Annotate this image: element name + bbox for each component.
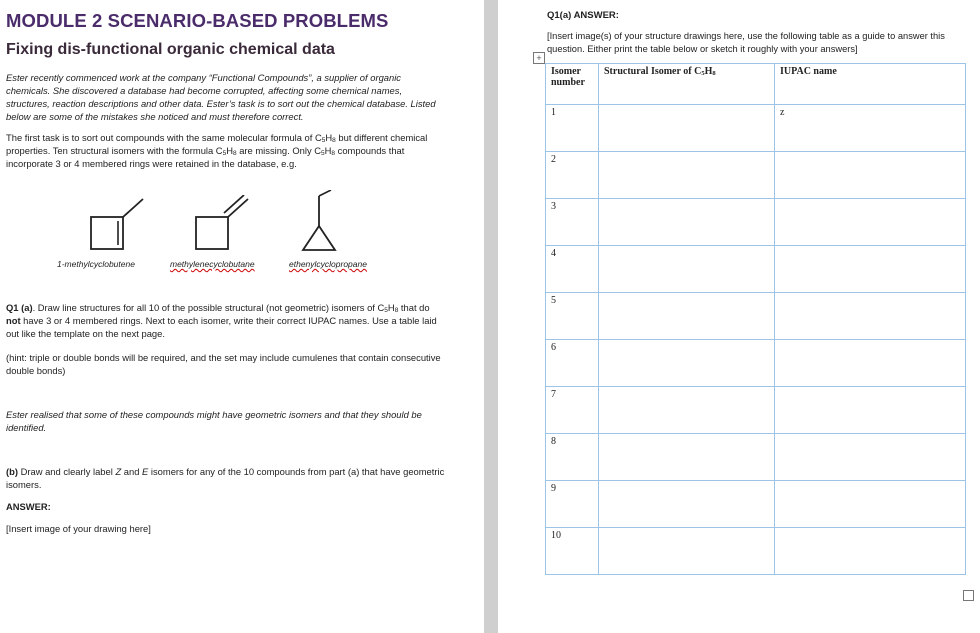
geometric-isomer-note: Ester realised that some of these compounds might have geometric isomers and that they should be identified. [6,409,422,433]
structure-cell[interactable] [599,528,775,575]
header-isomer-number[interactable]: Isomer number [546,64,599,105]
hint-text: (hint: triple or double bonds will be required, and the set may include cumulenes that contain consecutive double bonds) [6,352,441,376]
header-structural-isomer[interactable]: Structural Isomer of $C_5H_8$ [599,64,775,105]
isomer-number-cell[interactable]: 1 [546,105,599,152]
iupac-cell[interactable] [775,481,966,528]
intro-paragraph: Ester recently commenced work at the company “Functional Compounds”, a supplier of organic chemicals. She discovered a database had become corrupted, affecting some chemical names, structures, reaction descriptions and other data. Ester’s task is to sort out the chemical database. Listed below are some of the mistakes she noticed and must therefore correct. [6,72,436,122]
structure-cell[interactable] [599,199,775,246]
structure-cell[interactable] [599,340,775,387]
isomer-number-cell[interactable]: 8 [546,434,599,481]
page-gutter [484,0,498,633]
methylcyclobutene-structure [85,195,155,257]
isomer-table[interactable] [545,63,966,575]
page-title: MODULE 2 SCENARIO-BASED PROBLEMS [6,10,389,31]
iupac-cell[interactable] [775,246,966,293]
iupac-cell[interactable] [775,152,966,199]
question-1b: (b) Draw and clearly label Z and E isomers for any of the 10 compounds from part (a) that have geometric isomers. [6,466,445,490]
molecule-label-3: ethenylcyclopropane [289,259,367,269]
table-row [546,340,966,387]
methylenecyclobutane-structure [190,195,260,257]
iupac-cell[interactable] [775,434,966,481]
table-row [546,199,966,246]
table-resize-handle[interactable] [963,590,974,601]
table-row [546,246,966,293]
iupac-cell[interactable] [775,199,966,246]
answer-instruction[interactable]: [Insert image(s) of your structure drawings here, use the following table as a guide to answer this question. Either print the table below or sketch it roughly with your answers] [547,31,945,54]
structure-cell[interactable] [599,293,775,340]
table-row [546,481,966,528]
isomer-number-cell[interactable]: 10 [546,528,599,575]
task-intro-paragraph: The first task is to sort out compounds with the same molecular formula of $C_5H_8$ but different chemical properties. Ten structural isomers with the formula $C_5H_8$ are missing. Only $C_5H_8$ compounds that incorporate 3 or 4 membered rings were retained in the database, e.g. [6,132,428,169]
table-row [546,528,966,575]
table-row [546,434,966,481]
answer-placeholder[interactable]: [Insert image of your drawing here] [6,523,151,534]
isomer-number-cell[interactable]: 4 [546,246,599,293]
iupac-cell[interactable] [775,293,966,340]
table-header-row [546,64,966,105]
isomer-number-cell[interactable]: 2 [546,152,599,199]
table-row [546,152,966,199]
isomer-number-cell[interactable]: 5 [546,293,599,340]
iupac-cell[interactable]: z [775,105,966,152]
molecule-label-2: methylenecyclobutane [170,259,255,269]
page-subtitle: Fixing dis-functional organic chemical data [6,41,335,58]
ethenylcyclopropane-structure [295,190,345,256]
structure-cell[interactable] [599,152,775,199]
isomer-number-cell[interactable]: 7 [546,387,599,434]
structure-cell[interactable] [599,434,775,481]
structure-cell[interactable] [599,481,775,528]
question-1a: Q1 (a). Draw line structures for all 10 of the possible structural (not geometric) isomers of $C_5H_8$ that do not have 3 or 4 membered rings. Next to each isomer, write their correct IUPAC names. Use a table laid out like the template on the next page. [6,302,437,339]
answer-section-title: Q1(a) ANSWER: [547,10,619,21]
isomer-number-cell[interactable]: 6 [546,340,599,387]
document-page-left [0,0,484,633]
table-move-handle-icon[interactable]: + [533,52,545,64]
table-row [546,105,966,152]
isomer-number-cell[interactable]: 3 [546,199,599,246]
structure-cell[interactable] [599,105,775,152]
iupac-cell[interactable] [775,387,966,434]
structure-cell[interactable] [599,246,775,293]
molecule-label-1: 1-methylcyclobutene [57,259,135,269]
header-iupac-name[interactable]: IUPAC name [775,64,966,105]
isomer-number-cell[interactable]: 9 [546,481,599,528]
structure-cell[interactable] [599,387,775,434]
answer-label: ANSWER: [6,501,51,512]
iupac-cell[interactable] [775,340,966,387]
iupac-cell[interactable] [775,528,966,575]
table-row [546,387,966,434]
table-row [546,293,966,340]
